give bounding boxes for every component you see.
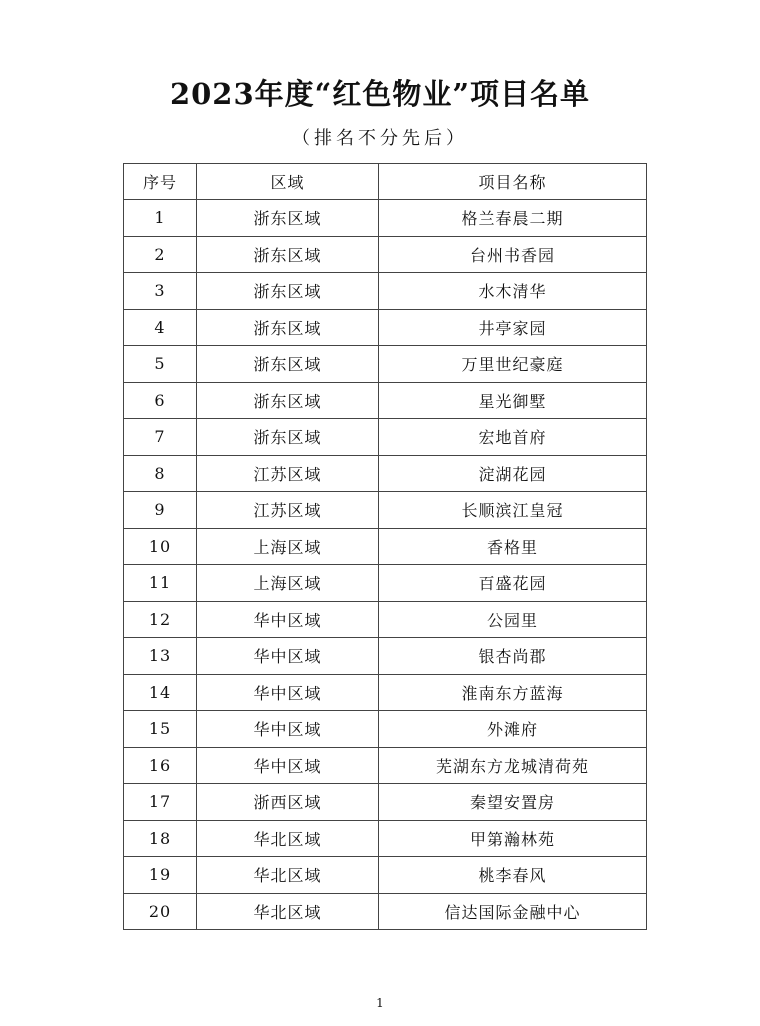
cell-seq: 15 — [124, 711, 197, 748]
cell-region: 浙东区域 — [197, 273, 379, 310]
cell-project-name: 万里世纪豪庭 — [379, 346, 647, 383]
cell-seq: 10 — [124, 528, 197, 565]
cell-seq: 17 — [124, 784, 197, 821]
cell-seq: 9 — [124, 492, 197, 529]
table-row — [124, 784, 647, 821]
page-number: 1 — [376, 996, 384, 1010]
table-header — [124, 164, 647, 200]
cell-region: 浙东区域 — [197, 382, 379, 419]
cell-project-name: 甲第瀚林苑 — [379, 820, 647, 857]
page-title: 2023年度“红色物业”项目名单 — [169, 77, 591, 111]
header-name: 项目名称 — [379, 164, 647, 200]
table-row — [124, 382, 647, 419]
table-row — [124, 820, 647, 857]
cell-seq: 11 — [124, 565, 197, 602]
table-row — [124, 565, 647, 602]
table-row — [124, 200, 647, 237]
table-row — [124, 747, 647, 784]
cell-project-name: 外滩府 — [379, 711, 647, 748]
table-row — [124, 455, 647, 492]
cell-project-name: 井亭家园 — [379, 309, 647, 346]
cell-region: 华中区域 — [197, 601, 379, 638]
cell-region: 浙东区域 — [197, 309, 379, 346]
page-subtitle: （排名不分先后） — [292, 128, 468, 149]
header-row — [124, 164, 647, 200]
cell-seq: 14 — [124, 674, 197, 711]
cell-region: 浙东区域 — [197, 236, 379, 273]
cell-project-name: 银杏尚郡 — [379, 638, 647, 675]
cell-region: 华北区域 — [197, 857, 379, 894]
cell-project-name: 信达国际金融中心 — [379, 893, 647, 930]
cell-seq: 18 — [124, 820, 197, 857]
cell-project-name: 星光御墅 — [379, 382, 647, 419]
table-row — [124, 711, 647, 748]
cell-seq: 12 — [124, 601, 197, 638]
cell-project-name: 台州书香园 — [379, 236, 647, 273]
cell-project-name: 百盛花园 — [379, 565, 647, 602]
cell-seq: 20 — [124, 893, 197, 930]
cell-project-name: 淀湖花园 — [379, 455, 647, 492]
cell-project-name: 淮南东方蓝海 — [379, 674, 647, 711]
cell-seq: 16 — [124, 747, 197, 784]
cell-region: 浙西区域 — [197, 784, 379, 821]
cell-project-name: 桃李春风 — [379, 857, 647, 894]
cell-project-name: 水木清华 — [379, 273, 647, 310]
table-row — [124, 419, 647, 456]
cell-region: 上海区域 — [197, 565, 379, 602]
cell-region: 华北区域 — [197, 820, 379, 857]
table-row — [124, 236, 647, 273]
cell-project-name: 长顺滨江皇冠 — [379, 492, 647, 529]
cell-region: 浙东区域 — [197, 346, 379, 383]
cell-region: 江苏区域 — [197, 455, 379, 492]
table-row — [124, 273, 647, 310]
cell-region: 江苏区域 — [197, 492, 379, 529]
cell-seq: 7 — [124, 419, 197, 456]
cell-region: 华中区域 — [197, 674, 379, 711]
cell-seq: 6 — [124, 382, 197, 419]
cell-seq: 4 — [124, 309, 197, 346]
cell-seq: 1 — [124, 200, 197, 237]
cell-project-name: 芜湖东方龙城清荷苑 — [379, 747, 647, 784]
table-row — [124, 674, 647, 711]
cell-seq: 8 — [124, 455, 197, 492]
cell-seq: 13 — [124, 638, 197, 675]
table-row — [124, 528, 647, 565]
table-row — [124, 857, 647, 894]
table-row — [124, 638, 647, 675]
table-row — [124, 492, 647, 529]
cell-region: 浙东区域 — [197, 419, 379, 456]
cell-project-name: 秦望安置房 — [379, 784, 647, 821]
cell-region: 浙东区域 — [197, 200, 379, 237]
cell-seq: 3 — [124, 273, 197, 310]
cell-region: 华中区域 — [197, 711, 379, 748]
cell-project-name: 香格里 — [379, 528, 647, 565]
cell-region: 华中区域 — [197, 638, 379, 675]
table-row — [124, 893, 647, 930]
cell-project-name: 公园里 — [379, 601, 647, 638]
table-body — [124, 200, 647, 930]
cell-project-name: 格兰春晨二期 — [379, 200, 647, 237]
cell-seq: 5 — [124, 346, 197, 383]
project-table — [123, 163, 647, 930]
header-region: 区域 — [197, 164, 379, 200]
cell-region: 上海区域 — [197, 528, 379, 565]
table-row — [124, 309, 647, 346]
cell-region: 华中区域 — [197, 747, 379, 784]
cell-seq: 2 — [124, 236, 197, 273]
cell-project-name: 宏地首府 — [379, 419, 647, 456]
table-row — [124, 346, 647, 383]
cell-region: 华北区域 — [197, 893, 379, 930]
header-seq: 序号 — [124, 164, 197, 200]
cell-seq: 19 — [124, 857, 197, 894]
table-row — [124, 601, 647, 638]
